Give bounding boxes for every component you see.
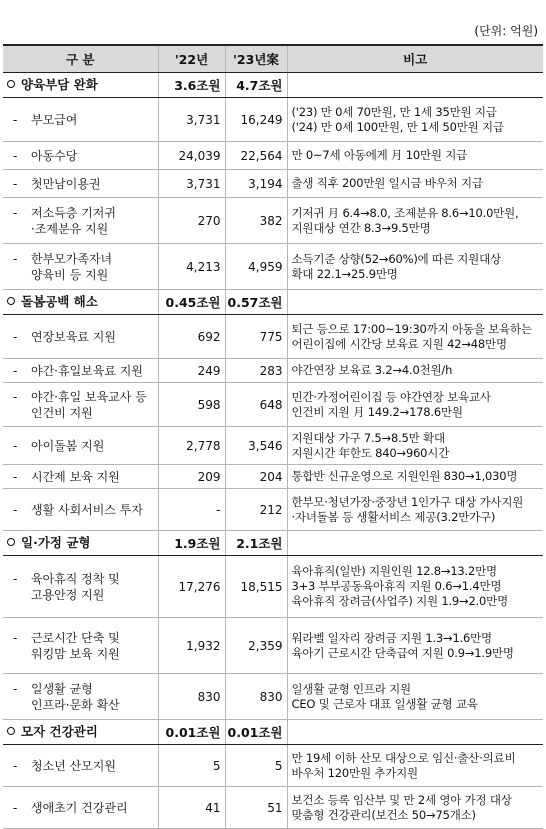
- dash-bullet: -: [13, 329, 18, 344]
- section-note-empty: [287, 73, 543, 98]
- item-name-text: 일생활 균형: [31, 681, 93, 696]
- item-name-text: 한부모가족자녀: [31, 251, 113, 266]
- note-line: 육아기 근로시간 단축급여 지원 0.9→1.9만명: [291, 645, 514, 660]
- item-name-line: 양육비 등 지원: [31, 267, 109, 282]
- note-line: 맞춤형 건강관리(보건소 50→75개소): [291, 807, 476, 822]
- item-name-cell: [3, 427, 158, 465]
- dash-bullet: -: [13, 251, 18, 266]
- note-cell: [287, 674, 543, 720]
- dash-bullet: -: [13, 681, 18, 696]
- item-name-cell: [3, 170, 158, 198]
- note-cell: [287, 98, 543, 142]
- value-2022: 249: [158, 359, 225, 383]
- table-row: [3, 315, 543, 359]
- header-2022: '22년: [158, 45, 225, 73]
- item-name-line: [13, 251, 158, 267]
- item-name-text: 야간·휴일보육료 지원: [31, 363, 143, 378]
- header-category: 구 분: [3, 45, 158, 73]
- value-2022: 692: [158, 315, 225, 359]
- table-row: [3, 198, 543, 244]
- item-name-cell: [3, 142, 158, 170]
- item-name-text: 생애초기 건강관리: [31, 800, 128, 815]
- value-2022: 17,276: [158, 556, 225, 618]
- item-name-cell: [3, 787, 158, 829]
- item-name-line: [13, 469, 158, 485]
- value-2023: 648: [225, 383, 287, 427]
- dash-bullet: -: [13, 571, 18, 586]
- section-header-row: [3, 720, 543, 745]
- section-note-empty: [287, 531, 543, 556]
- section-header-row: [3, 531, 543, 556]
- dash-bullet: -: [13, 800, 18, 815]
- note-line: 육아휴직(일반) 지원인원 12.8→13.2만명: [291, 564, 497, 578]
- item-name-text: 근로시간 단축 및: [31, 630, 120, 645]
- section-title: 양육부담 완화: [21, 77, 98, 92]
- value-2022: 209: [158, 465, 225, 489]
- value-2023: 775: [225, 315, 287, 359]
- item-name-line: [13, 205, 158, 221]
- unit-label: (단위: 억원): [474, 24, 538, 38]
- circle-bullet-icon: [7, 538, 15, 546]
- dash-bullet: -: [13, 758, 18, 773]
- value-2023: 4,959: [225, 244, 287, 290]
- note-cell: [287, 489, 543, 531]
- item-name-cell: [3, 465, 158, 489]
- value-2023: 3,546: [225, 427, 287, 465]
- section-header-row: [3, 290, 543, 315]
- item-name-text: 청소년 산모지원: [31, 758, 116, 773]
- section-title: 모자 건강관리: [21, 724, 98, 739]
- note-line: 한부모·청년가장·중장년 1인가구 대상 가사지원: [291, 494, 524, 509]
- table-row: [3, 674, 543, 720]
- note-line: 통합반 신규운영으로 지원인원 830→1,030명: [291, 469, 518, 483]
- header-2023: '23년案: [225, 45, 287, 73]
- note-line: ('23) 만 0세 70만원, 만 1세 35만원 지급: [291, 104, 497, 119]
- table-row: [3, 359, 543, 383]
- value-2022: 1,932: [158, 618, 225, 674]
- item-name-line: 인건비 지원: [31, 405, 93, 420]
- item-name-line: [13, 363, 158, 379]
- item-name-text: 부모급여: [31, 112, 78, 127]
- item-name-text: 저소득층 기저귀: [31, 205, 116, 220]
- note-cell: [287, 315, 543, 359]
- value-2023: 3,194: [225, 170, 287, 198]
- note-cell: [287, 359, 543, 383]
- note-line: 워라벨 일자리 장려금 지원 1.3→1.6만명: [291, 630, 492, 645]
- circle-bullet-icon: [7, 80, 15, 88]
- table-row: [3, 383, 543, 427]
- item-name-cell: [3, 383, 158, 427]
- section-total-2023: 4.7조원: [225, 73, 287, 98]
- item-name-line: [13, 630, 158, 646]
- budget-table: [3, 44, 543, 829]
- value-2022: 41: [158, 787, 225, 829]
- value-2023: 283: [225, 359, 287, 383]
- note-cell: [287, 142, 543, 170]
- item-name-line: [13, 176, 158, 192]
- section-total-2023: 2.1조원: [225, 531, 287, 556]
- value-2023: 382: [225, 198, 287, 244]
- header-note: 비고: [287, 45, 543, 73]
- table-row: [3, 170, 543, 198]
- item-name-line: [13, 148, 158, 164]
- item-name-text: 아동수당: [31, 148, 78, 163]
- section-total-2022: 0.01조원: [158, 720, 225, 745]
- dash-bullet: -: [13, 502, 18, 517]
- note-cell: [287, 383, 543, 427]
- value-2023: 830: [225, 674, 287, 720]
- note-cell: [287, 618, 543, 674]
- item-name-cell: [3, 674, 158, 720]
- note-line: 지원시간 年한도 840→960시간: [291, 445, 450, 460]
- value-2022: 270: [158, 198, 225, 244]
- value-2022: 598: [158, 383, 225, 427]
- note-line: 지원대상 가구 7.5→8.5만 확대: [291, 430, 445, 445]
- item-name-text: 시간제 보육 지원: [31, 469, 120, 484]
- value-2022: 5: [158, 745, 225, 787]
- item-name-line: 고용안정 지원: [31, 587, 105, 602]
- item-name-line: [13, 438, 158, 454]
- item-name-cell: [3, 745, 158, 787]
- note-line: 만 0~7세 아동에게 月 10만원 지급: [291, 148, 468, 162]
- value-2022: 2,778: [158, 427, 225, 465]
- header-row: [3, 45, 543, 73]
- note-line: 일생활 균형 인프라 지원: [291, 681, 411, 696]
- item-name-line: 인프라·문화 확산: [31, 697, 120, 712]
- item-name-line: [13, 389, 158, 405]
- value-2022: 24,039: [158, 142, 225, 170]
- item-name-text: 야간·휴일 보육교사 등: [31, 389, 147, 404]
- note-cell: [287, 787, 543, 829]
- item-name-line: [13, 571, 158, 587]
- note-line: 바우처 120만원 추가지원: [291, 765, 418, 780]
- table-body: [3, 73, 543, 829]
- item-name-cell: [3, 556, 158, 618]
- item-name-cell: [3, 359, 158, 383]
- item-name-cell: [3, 315, 158, 359]
- note-line: 확대 22.1→25.9만명: [291, 266, 398, 281]
- section-total-2023: 0.01조원: [225, 720, 287, 745]
- item-name-text: 첫만남이용권: [31, 176, 101, 191]
- dash-bullet: -: [13, 389, 18, 404]
- value-2023: 5: [225, 745, 287, 787]
- note-line: 어린이집에 시간당 보육료 지원 42→48만명: [291, 336, 507, 351]
- note-cell: [287, 427, 543, 465]
- item-name-cell: [3, 618, 158, 674]
- item-name-text: 육아휴직 정착 및: [31, 571, 120, 586]
- table-row: [3, 427, 543, 465]
- note-cell: [287, 745, 543, 787]
- note-line: 기저귀 月 6.4→8.0, 조제분유 8.6→10.0만원,: [291, 205, 519, 220]
- table-row: [3, 98, 543, 142]
- value-2023: 51: [225, 787, 287, 829]
- note-line: ·자녀돌봄 등 생활서비스 제공(3.2만가구): [291, 509, 496, 524]
- section-total-2022: 0.45조원: [158, 290, 225, 315]
- dash-bullet: -: [13, 205, 18, 220]
- note-line: 보건소 등록 임산부 및 만 2세 영아 가정 대상: [291, 792, 512, 807]
- dash-bullet: -: [13, 112, 18, 127]
- section-title-cell: [3, 290, 158, 315]
- value-2022: -: [158, 489, 225, 531]
- table-row: [3, 489, 543, 531]
- circle-bullet-icon: [7, 297, 15, 305]
- table-row: [3, 745, 543, 787]
- section-total-2022: 3.6조원: [158, 73, 225, 98]
- item-name-cell: [3, 244, 158, 290]
- note-line: 3+3 부부공동육아휴직 지원 0.6→1.4만명: [291, 579, 502, 593]
- note-line: 인건비 지원 月 149.2→178.6만원: [291, 404, 463, 419]
- note-cell: [287, 170, 543, 198]
- note-cell: [287, 556, 543, 618]
- section-title-cell: [3, 720, 158, 745]
- item-name-line: [13, 800, 158, 816]
- value-2022: 830: [158, 674, 225, 720]
- note-line: 퇴근 등으로 17:00~19:30까지 아동을 보육하는: [291, 321, 532, 336]
- value-2023: 204: [225, 465, 287, 489]
- note-line: 지원대상 연간 8.3→9.5만명: [291, 220, 431, 235]
- item-name-line: 워킹맘 보육 지원: [31, 646, 120, 661]
- item-name-line: [13, 329, 158, 345]
- section-title: 돌봄공백 해소: [21, 294, 98, 309]
- table-row: [3, 465, 543, 489]
- section-header-row: [3, 73, 543, 98]
- note-cell: [287, 244, 543, 290]
- table-row: [3, 244, 543, 290]
- table-row: [3, 556, 543, 618]
- item-name-text: 아이돌봄 지원: [31, 438, 105, 453]
- section-note-empty: [287, 290, 543, 315]
- item-name-text: 연장보육료 지원: [31, 329, 116, 344]
- table-row: [3, 787, 543, 829]
- dash-bullet: -: [13, 148, 18, 163]
- item-name-line: [13, 502, 158, 518]
- item-name-cell: [3, 98, 158, 142]
- section-total-2022: 1.9조원: [158, 531, 225, 556]
- value-2023: 16,249: [225, 98, 287, 142]
- value-2022: 3,731: [158, 170, 225, 198]
- value-2023: 2,359: [225, 618, 287, 674]
- dash-bullet: -: [13, 363, 18, 378]
- item-name-cell: [3, 489, 158, 531]
- dash-bullet: -: [13, 438, 18, 453]
- section-note-empty: [287, 720, 543, 745]
- note-line: 야간연장 보육료 3.2→4.0천원/h: [291, 363, 453, 377]
- note-line: 만 19세 이하 산모 대상으로 임신·출산·의료비: [291, 750, 516, 765]
- value-2023: 22,564: [225, 142, 287, 170]
- item-name-line: [13, 681, 158, 697]
- note-cell: [287, 198, 543, 244]
- note-line: 육아휴직 장려금(사업주) 지원 1.9→2.0만명: [291, 594, 508, 608]
- table-row: [3, 618, 543, 674]
- item-name-line: [13, 112, 158, 128]
- dash-bullet: -: [13, 630, 18, 645]
- note-line: ('24) 만 0세 100만원, 만 1세 50만원 지급: [291, 119, 504, 134]
- note-cell: [287, 465, 543, 489]
- dash-bullet: -: [13, 176, 18, 191]
- section-title-cell: [3, 73, 158, 98]
- note-line: 민간·가정어린이집 등 야간연장 보육교사: [291, 389, 491, 404]
- note-line: 소득기준 상향(52→60%)에 따른 지원대상: [291, 251, 501, 266]
- circle-bullet-icon: [7, 727, 15, 735]
- item-name-cell: [3, 198, 158, 244]
- item-name-line: [13, 758, 158, 774]
- note-line: 출생 직후 200만원 일시금 바우처 지급: [291, 176, 483, 190]
- section-total-2023: 0.57조원: [225, 290, 287, 315]
- item-name-line: ·조제분유 지원: [31, 221, 109, 236]
- value-2022: 3,731: [158, 98, 225, 142]
- value-2022: 4,213: [158, 244, 225, 290]
- item-name-text: 생활 사회서비스 투자: [31, 502, 143, 517]
- value-2023: 212: [225, 489, 287, 531]
- value-2023: 18,515: [225, 556, 287, 618]
- note-line: CEO 및 근로자 대표 일생활 균형 교육: [291, 696, 478, 711]
- dash-bullet: -: [13, 469, 18, 484]
- table-row: [3, 142, 543, 170]
- section-title: 일·가정 균형: [21, 535, 91, 550]
- section-title-cell: [3, 531, 158, 556]
